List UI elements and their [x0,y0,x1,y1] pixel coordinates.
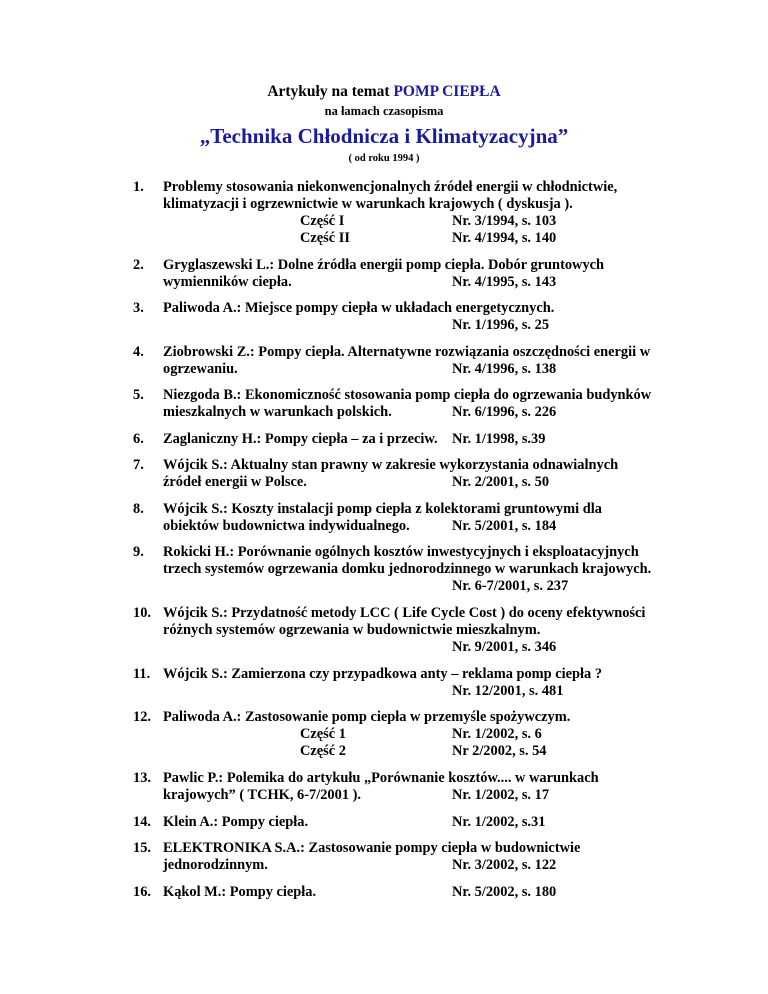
item-number: 4. [133,344,144,360]
item-number: 16. [133,884,151,900]
item-reference: Nr. 2/2001, s. 50 [452,474,550,490]
item-reference: Nr 2/2002, s. 54 [452,743,547,759]
item-reference: Nr. 6-7/2001, s. 237 [452,578,569,594]
item-text-line: Zaglaniczny H.: Pompy ciepła – za i przeciw. [163,431,438,447]
item-number: 7. [133,457,144,473]
item-text-line: mieszkalnych w warunkach polskich. [163,404,392,420]
item-text-line: Wójcik S.: Koszty instalacji pomp ciepła z kolektorami gruntowymi dla [163,501,602,517]
since-year: ( od roku 1994 ) [348,153,420,164]
item-number: 8. [133,501,144,517]
item-text-line: ELEKTRONIKA S.A.: Zastosowanie pompy ciepła w budownictwie [163,840,581,856]
item-text-line: Klein A.: Pompy ciepła. [163,814,309,830]
item-text-line: źródeł energii w Polsce. [163,474,307,490]
item-reference: Nr. 3/2002, s. 122 [452,857,557,873]
item-reference: Nr. 1/2002, s. 17 [452,787,550,803]
item-text-line: krajowych” ( TCHK, 6-7/2001 ). [163,787,361,803]
item-reference: Nr. 1/1998, s.39 [452,431,546,447]
item-text-line: Ziobrowski Z.: Pompy ciepła. Alternatywne rozwiązania oszczędności energii w [163,344,651,360]
item-text-line: Problemy stosowania niekonwencjonalnych źródeł energii w chłodnictwie, [163,179,618,195]
item-number: 9. [133,544,144,560]
item-reference: Nr. 12/2001, s. 481 [452,683,564,699]
item-text-line: Wójcik S.: Przydatność metody LCC ( Life Cycle Cost ) do oceny efektywności [163,605,646,621]
item-text-line: Wójcik S.: Zamierzona czy przypadkowa anty – reklama pomp ciepła ? [163,666,603,682]
item-part-label: Część I [300,213,345,229]
header-title-highlight: POMP CIEPŁA [393,83,501,100]
item-number: 15. [133,840,151,856]
item-number: 13. [133,770,151,786]
item-text-line: trzech systemów ogrzewania domku jednorodzinnego w warunkach krajowych. [163,561,652,577]
header-title-prefix: Artykuły na temat [267,83,390,100]
item-number: 11. [133,666,151,682]
item-text-line: Niezgoda B.: Ekonomiczność stosowania pomp ciepła do ogrzewania budynków [163,387,652,403]
item-number: 2. [133,257,144,273]
item-text-line: Wójcik S.: Aktualny stan prawny w zakresie wykorzystania odnawialnych [163,457,619,473]
item-reference: Nr. 5/2001, s. 184 [452,518,557,534]
item-text-line: różnych systemów ogrzewania w budownictwie mieszkalnym. [163,622,541,638]
item-text-line: Paliwoda A.: Miejsce pompy ciepła w układach energetycznych. [163,300,555,316]
item-number: 12. [133,709,151,725]
item-text-line: Pawlic P.: Polemika do artykułu „Porównanie kosztów.... w warunkach [163,770,599,786]
header-subtitle: na łamach czasopisma [324,104,444,118]
item-text-line: wymienników ciepła. [163,274,292,290]
item-reference: Nr. 4/1995, s. 143 [452,274,557,290]
item-reference: Nr. 5/2002, s. 180 [452,884,557,900]
item-reference: Nr. 3/1994, s. 103 [452,213,557,229]
item-number: 5. [133,387,144,403]
item-text-line: ogrzewaniu. [163,361,238,377]
header-title-line [0,83,768,101]
item-number: 3. [133,300,144,316]
item-reference: Nr. 4/1996, s. 138 [452,361,557,377]
item-reference: Nr. 1/1996, s. 25 [452,317,550,333]
item-part-label: Część 1 [300,726,346,742]
item-reference: Nr. 6/1996, s. 226 [452,404,557,420]
item-text-line: Rokicki H.: Porównanie ogólnych kosztów inwestycyjnych i eksploatacyjnych [163,544,639,560]
item-part-label: Część II [300,230,350,246]
item-number: 10. [133,605,151,621]
item-text-line: Kąkol M.: Pompy ciepła. [163,884,317,900]
item-number: 6. [133,431,144,447]
item-reference: Nr. 9/2001, s. 346 [452,639,557,655]
journal-title: „Technika Chłodnicza i Klimatyzacyjna” [199,124,569,148]
item-number: 14. [133,814,151,830]
item-reference: Nr. 1/2002, s. 6 [452,726,542,742]
item-text-line: Paliwoda A.: Zastosowanie pomp ciepła w przemyśle spożywczym. [163,709,571,725]
item-reference: Nr. 1/2002, s.31 [452,814,546,830]
item-number: 1. [133,179,144,195]
item-text-line: obiektów budownictwa indywidualnego. [163,518,410,534]
item-part-label: Część 2 [300,743,346,759]
item-text-line: klimatyzacji i ogrzewnictwie w warunkach krajowych ( dyskusja ). [163,196,573,212]
item-text-line: Gryglaszewski L.: Dolne źródła energii pomp ciepła. Dobór gruntowych [163,257,605,273]
item-reference: Nr. 4/1994, s. 140 [452,230,557,246]
item-text-line: jednorodzinnym. [163,857,268,873]
